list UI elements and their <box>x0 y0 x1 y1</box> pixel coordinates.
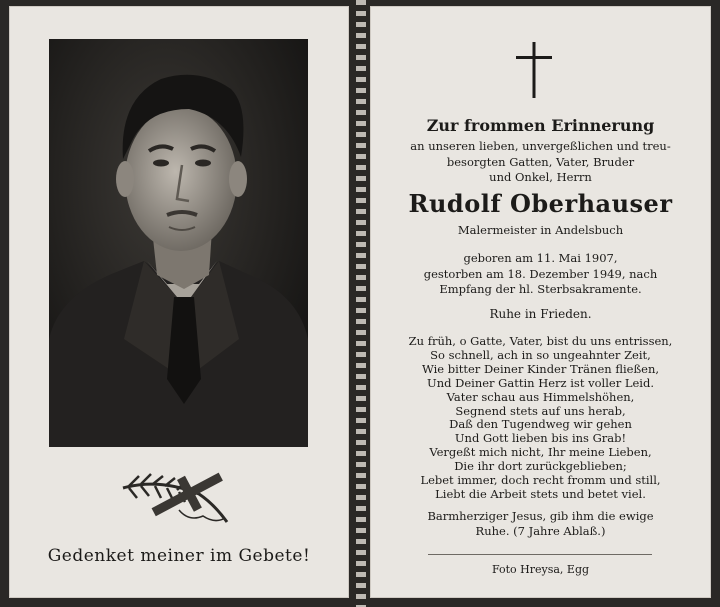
occupation: Malermeister in Andelsbuch <box>457 223 624 237</box>
portrait-photo <box>49 39 308 447</box>
prayer-request-caption: Gedenket meiner im Gebete! <box>47 546 311 566</box>
dedication-line: besorgten Gatten, Vater, Bruder <box>446 154 635 169</box>
dedication-line: an unseren lieben, unvergeßlichen und treu- <box>410 139 671 153</box>
poem-line: So schnell, ach in so ungeahnter Zeit, <box>430 347 651 362</box>
sacraments-line: Empfang der hl. Sterbsakramente. <box>439 282 642 296</box>
memorial-heading: Zur frommen Erinnerung <box>426 116 655 135</box>
indulgence-prayer <box>370 509 711 538</box>
cross-icon <box>516 42 552 98</box>
photographer-credit: Foto Hreysa, Egg <box>491 563 590 576</box>
dedication-line: und Onkel, Herrn <box>489 170 592 184</box>
poem-line: Die ihr dort zurückgeblieben; <box>454 459 627 474</box>
poem-line: Liebt die Arbeit stets und betet viel. <box>435 486 646 501</box>
poem-line: Lebet immer, doch recht fromm und still, <box>420 473 661 488</box>
left-card <box>9 6 349 598</box>
birth-date-line: geboren am 11. Mai 1907, <box>463 251 618 265</box>
poem-line: Vergeßt mich nicht, Ihr meine Lieben, <box>429 445 652 460</box>
poem-line: Zu früh, o Gatte, Vater, bist du uns entrissen, <box>408 334 673 348</box>
divider-line <box>428 554 652 555</box>
life-dates <box>370 251 711 298</box>
dedication-text <box>370 139 711 186</box>
poem-line: Vater schau aus Himmelshöhen, <box>446 389 635 404</box>
poem-line: Segnend stets auf uns herab, <box>455 403 626 418</box>
right-card <box>370 6 711 598</box>
death-date-line: gestorben am 18. Dezember 1949, nach <box>423 266 658 281</box>
poem-line: Und Deiner Gattin Herz ist voller Leid. <box>427 375 654 390</box>
deceased-name: Rudolf Oberhauser <box>408 189 673 218</box>
poem-line: Daß den Tugendweg wir gehen <box>449 417 632 432</box>
poem-line: Wie bitter Deiner Kinder Tränen fließen, <box>421 361 660 376</box>
card-fold-stitching <box>356 0 366 607</box>
memorial-poem <box>370 335 711 502</box>
prayer-line: Ruhe. (7 Jahre Ablaß.) <box>475 523 606 538</box>
cross-and-palm-emblem-icon <box>119 464 235 530</box>
rest-in-peace: Ruhe in Frieden. <box>489 307 592 321</box>
prayer-line: Barmherziger Jesus, gib ihm die ewige <box>427 509 654 523</box>
poem-line: Und Gott lieben bis ins Grab! <box>454 431 627 446</box>
